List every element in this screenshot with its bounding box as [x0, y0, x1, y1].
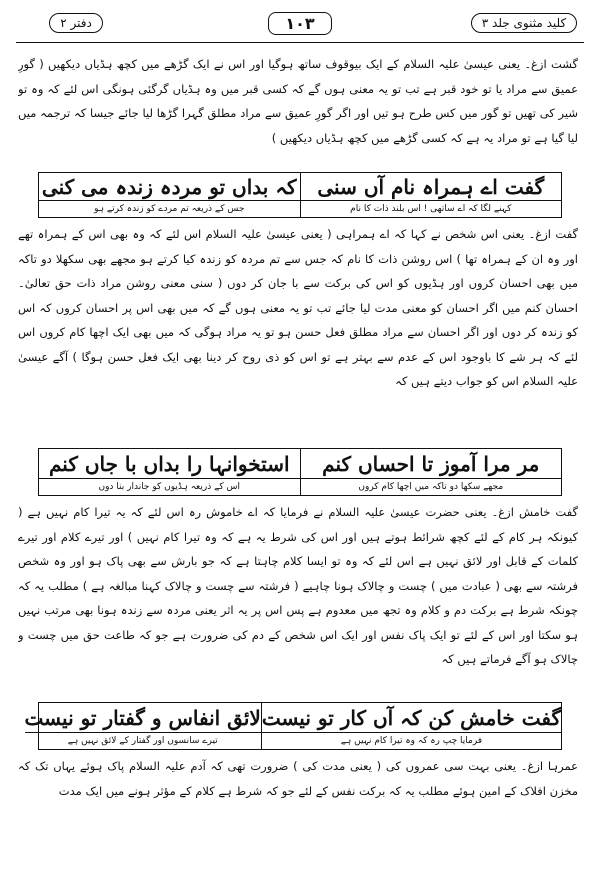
verse-translation: اس کے ذریعہ ہڈیوں کو جاندار بنا دوں — [39, 478, 300, 495]
verse-3-right-hemistich — [262, 703, 561, 749]
verse-2-left-hemistich — [39, 449, 301, 495]
verse-text: گفت اے ہمراہ نام آں سنی — [317, 174, 545, 199]
paragraph-4: عمرہا ازغ۔ یعنی بہت سی عمروں کی ( یعنی مدت کی ) ضرورت تھی کہ آدم علیہ السلام پاک ہوئے یہاں تک کہ مخزن افلاک کے امین ہوئے مطلب یہ کہ برکت نفس کے لئے جو کہ شرط ہے کلام کے مؤثر ہونے میں ایک مدت — [18, 759, 578, 798]
verse-translation: جس کے ذریعہ تم مردے کو زندہ کرتے ہو — [39, 200, 300, 217]
verse-text: کہ بداں تو مردہ زندہ می کنی — [41, 174, 297, 199]
verse-text: مر مرا آموز تا احساں کنم — [322, 451, 540, 476]
header-divider — [16, 42, 584, 43]
verse-text: لائق انفاس و گفتار تو نیست — [24, 705, 261, 730]
verse-table-1 — [38, 172, 562, 218]
paragraph-3: گفت خامش ازغ۔ یعنی حضرت عیسیٰ علیہ السلام نے فرمایا کہ اے خاموش رہ اس لئے کہ یہ تیرا کام نہیں ہے ( کیونکہ ہر کام کے لئے کچھ شرائط ہوتے ہیں اور اس کی شرط یہ ہے کہ وہ تیرا کام نہیں ) اور تیرے کلام اور تیرے کلمات کے قابل اور لائق نہیں ہے اس لئے کہ وہ تو ایسا کلام چاہتا ہے کہ جو بارش سے بھی پاک ہو اور وہ شخص فرشتہ سے بھی ( عبادت میں ) چست و چالاک ہونا چاہیے ( فرشتہ سے چست و چالاک کہنا مبالغہ ہے ) مطلب یہ کہ چونکہ شرط ہے برکت دم و کلام وہ تجھ میں معدوم ہے پس اس پر یہ اثر یعنی مردہ سے زندہ ہونا بھی مرتب نہیں ہو سکتا اور اس کے لئے تو ایک پاک نفس اور ایک اس شخص کے دم کی ضرورت ہے جو کہ طاعت حق میں چست و چالاک ہو آگے فرماتے ہیں کہ — [18, 505, 578, 666]
verse-text: استخوانہا را بداں با جاں کنم — [48, 451, 290, 476]
verse-1-left-hemistich — [39, 173, 301, 217]
verse-table-3 — [24, 702, 562, 750]
verse-translation: کہنے لگا کہ اے ساتھی ! اس بلند ذات کا نام — [301, 200, 562, 217]
paragraph-1: گشت ازغ۔ یعنی عیسیٰ علیہ السلام کے ایک بیوقوف ساتھ ہوگیا اور اس نے ایک گڑھے میں کچھ ہڈیاں دیکھیں ( گورِ عمیق سے مراد یا تو خود قبر ہے تب تو یہ معنی ہوں گے کہ کسی قبر میں وہ ہڈیاں گرگئی ہونگی اس لئے کہ وہ تو شیر کی تھیں تو گور میں کس طرح ہو تیں اور اگر گورِ عمیق سے مراد مطلق گہرا گڑھا لیا جائے جیسا کہ ترجمہ میں لیا گیا ہے تو مراد یہ ہے کہ کسی گڑھے میں کچھ ہڈیاں دیکھیں ) — [18, 57, 578, 145]
section-badge: دفتر ۲ — [49, 13, 103, 33]
verse-translation: مجھے سکھا دو تاکہ میں اچھا کام کروں — [301, 478, 562, 495]
verse-text: گفت خامش کن کہ آں کار تو نیست — [261, 705, 561, 730]
verse-translation: فرمایا چپ رہ کہ وہ تیرا کام نہیں ہے — [262, 732, 561, 749]
paragraph-2: گفت ازغ۔ یعنی اس شخص نے کہا کہ اے ہمراہی ( یعنی عیسیٰ علیہ السلام اس لئے کہ وہ بھی اس کے ہمراہ تھے اور وہ ان کے ہمراہ تھا ) اس روشن ذات کا نام کہ جس سے تم مردہ کو زندہ کیا کرتے ہو مجھے بھی سکھلا دو تاکہ میں بھی احسان کروں اور ہڈیوں کو اس کی برکت سے با جان کر دوں ( سنی معنی روشن مراد ذات حق تعالیٰ۔ احسان کنم میں اگر احسان کو معنی مدت لیا جائے تب تو یہ معنی ہوں گے کہ میں بھی اس پر احسان کروں کہ اس کو زندہ کر دوں اور اگر احسان سے مراد مطلق فعل حسن ہو تو یہ مراد ہوگی کہ میں بھی ایک اچھا کام کروں اس لئے کہ ہر شے کا باوجود اس کے عدم سے بہتر ہے تو اس کو ذی روح کر دینا بھی ایک فعل حسن ہوگا ) آگے عیسیٰ علیہ السلام اس کو جواب دیتے ہیں کہ — [18, 227, 578, 388]
verse-2-right-hemistich — [301, 449, 562, 495]
verse-3-left-hemistich — [25, 703, 262, 749]
header-page-number — [240, 8, 360, 38]
verse-table-2 — [38, 448, 562, 496]
book-title-badge: کلید مثنوی جلد ۳ — [471, 13, 577, 33]
header-book-title — [464, 8, 584, 38]
verse-1-right-hemistich — [301, 173, 562, 217]
verse-translation: تیرے سانسوں اور گفتار کے لائق نہیں ہے — [25, 732, 261, 749]
header-section — [16, 8, 136, 38]
page-number-badge: ۱۰۳ — [268, 12, 331, 35]
